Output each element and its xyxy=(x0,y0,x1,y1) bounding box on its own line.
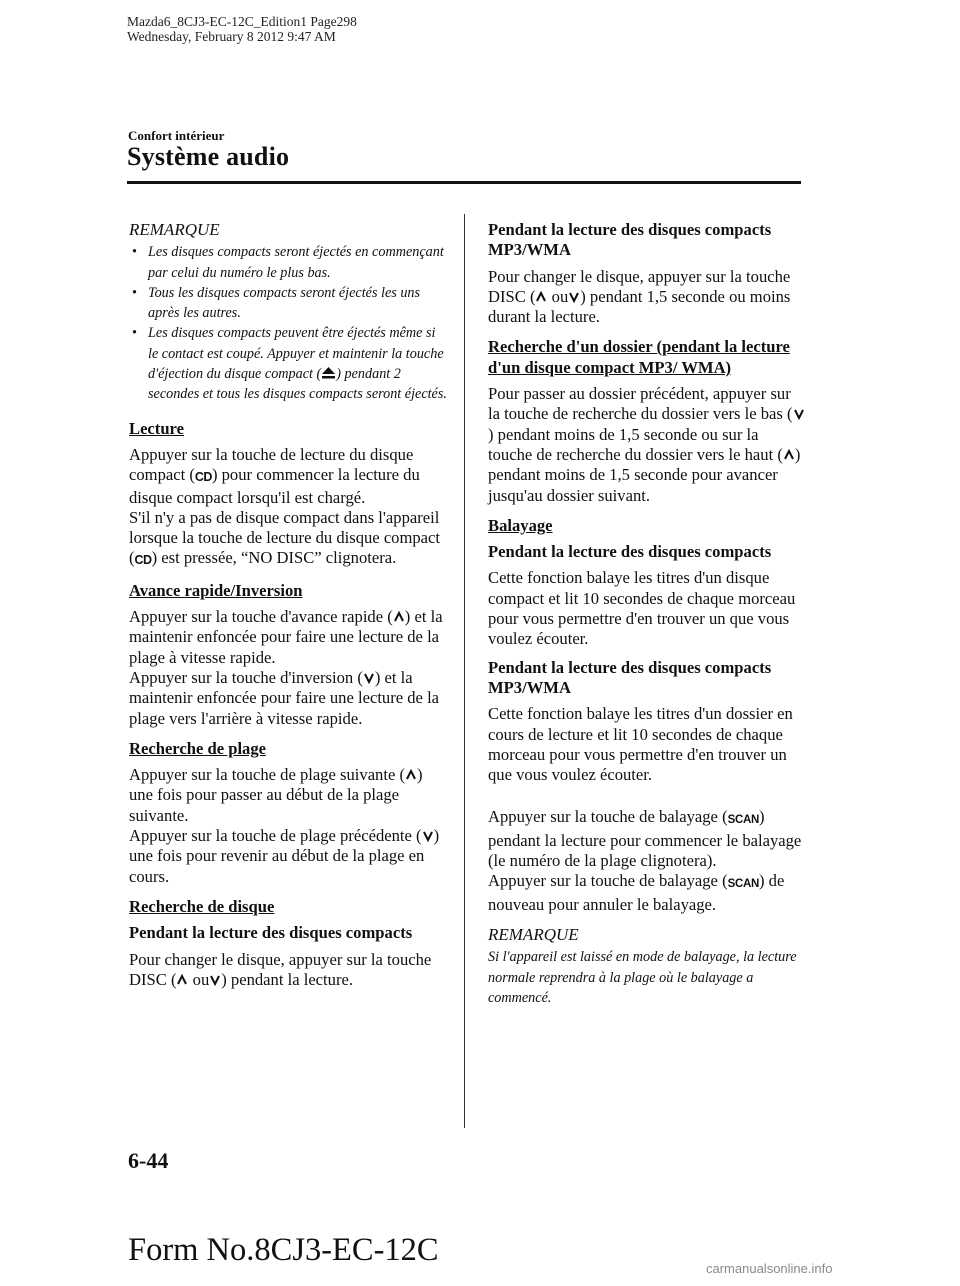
text: ) pendant la lecture pour commencer le balayage (le numéro de la plage clignotera). xyxy=(488,807,802,871)
section-label: Confort intérieur xyxy=(128,128,225,143)
mp3-paragraph xyxy=(488,267,806,328)
print-metadata-line2: Wednesday, February 8 2012 9:47 AM xyxy=(127,29,336,44)
disque-heading: Recherche de disque xyxy=(129,896,275,916)
remarque-heading: REMARQUE xyxy=(488,924,579,944)
text: ou xyxy=(192,969,210,989)
balayage-paragraph-4 xyxy=(488,871,806,915)
lecture-paragraph-1 xyxy=(129,445,447,508)
text: Appuyer sur la touche de balayage ( xyxy=(488,807,728,827)
text: Appuyer sur la touche de lecture du disque compact ( xyxy=(129,444,414,485)
remarque-heading: REMARQUE xyxy=(129,220,220,239)
cd-icon: CD xyxy=(194,470,212,485)
left-column xyxy=(129,220,447,998)
text: ) de nouveau pour annuler le balayage. xyxy=(488,871,785,914)
cd-icon: CD xyxy=(134,553,152,568)
title-rule xyxy=(127,181,801,184)
text: Pour changer le disque, appuyer sur la touche DISC ( xyxy=(488,266,791,306)
dossier-paragraph xyxy=(488,384,806,506)
page-number: 6-44 xyxy=(128,1148,169,1173)
text: ) pendant la lecture. xyxy=(221,969,353,989)
remarque-bullet-2 xyxy=(129,283,447,324)
column-divider xyxy=(464,214,465,1128)
print-metadata-line1: Mazda6_8CJ3-EC-12C_Edition1 Page298 xyxy=(127,14,357,29)
text: ) pour commencer la lecture du disque compact lorsqu'il est chargé. xyxy=(129,465,420,507)
remarque-bullet-1 xyxy=(129,242,447,283)
text: ) est pressée, “NO DISC” clignotera. xyxy=(151,548,397,568)
remarque-bullet-3 xyxy=(129,323,447,404)
chevron-down-icon xyxy=(793,408,805,420)
scan-icon: SCAN xyxy=(727,814,759,827)
remarque-list xyxy=(129,242,447,404)
avance-paragraph-1 xyxy=(129,607,447,668)
bullet-text: Les disques compacts seront éjectés en commençant par celui du numéro le plus bas. xyxy=(148,244,444,281)
text: Appuyer sur la touche de plage suivante ( xyxy=(129,765,406,785)
chevron-down-icon xyxy=(363,672,375,684)
text: Pour passer au dossier précédent, appuyer sur la touche de recherche du dossier vers le bas ( xyxy=(488,384,793,424)
balayage-subheading-2: Pendant la lecture des disques compacts MP3/WMA xyxy=(488,657,772,697)
chevron-up-icon xyxy=(783,449,795,461)
text: S'il n'y a pas de disque compact dans l'appareil lorsque la touche de lecture du disque compact ( xyxy=(129,507,441,568)
balayage-subheading-1: Pendant la lecture des disques compacts xyxy=(488,542,772,562)
right-column xyxy=(488,220,806,1008)
disque-subheading: Pendant la lecture des disques compacts xyxy=(129,923,413,943)
text: ) et la maintenir enfoncée pour faire une lecture de la plage à vitesse rapide. xyxy=(129,607,443,667)
text: ) une fois pour passer au début de la plage suivante. xyxy=(129,765,423,825)
scan-icon: SCAN xyxy=(727,878,759,891)
chevron-up-icon xyxy=(405,769,417,781)
text: ) pendant 1,5 seconde ou moins durant la lecture. xyxy=(488,286,791,327)
text: ) et la maintenir enfoncée pour faire une lecture de la plage vers l'arrière à vitesse rapide. xyxy=(129,667,440,728)
disque-paragraph xyxy=(129,950,447,991)
text: Appuyer sur la touche de balayage ( xyxy=(488,871,728,891)
text: Appuyer sur la touche de plage précédente ( xyxy=(129,826,422,846)
remarque-note: Si l'appareil est laissé en mode de balayage, la lecture normale reprendra à la plage où le balayage a commencé. xyxy=(488,949,797,1006)
plage-heading: Recherche de plage xyxy=(129,738,267,758)
balayage-paragraph-2: Cette fonction balaye les titres d'un dossier en cours de lecture et lit 10 secondes de chaque morceau pour vous permettre d'en trouver un que vous voulez écouter. xyxy=(488,704,793,785)
avance-heading: Avance rapide/Inversion xyxy=(129,580,303,600)
bullet-text: Les disques compacts peuvent être éjectés même si le contact est coupé. Appuyer et maintenir la touche d'éjection du disque compact ( xyxy=(148,325,444,383)
watermark: carmanualsonline.info xyxy=(706,1261,833,1276)
chevron-down-icon xyxy=(209,974,221,986)
chevron-down-icon xyxy=(568,291,580,303)
lecture-paragraph-2 xyxy=(129,508,447,571)
avance-paragraph-2 xyxy=(129,668,447,729)
text: Appuyer sur la touche d'inversion ( xyxy=(129,667,363,687)
dossier-heading: Recherche d'un dossier (pendant la lecture d'un disque compact MP3/ WMA) xyxy=(488,337,790,377)
eject-icon xyxy=(321,366,336,379)
text: ou xyxy=(551,286,569,306)
balayage-paragraph-3 xyxy=(488,807,806,871)
mp3-subheading: Pendant la lecture des disques compacts MP3/WMA xyxy=(488,220,772,260)
chevron-down-icon xyxy=(422,830,434,842)
plage-paragraph-2 xyxy=(129,826,447,887)
chevron-up-icon xyxy=(535,291,547,303)
page-title: Système audio xyxy=(127,142,290,171)
text: ) pendant moins de 1,5 seconde ou sur la touche de recherche du dossier vers le haut ( xyxy=(488,424,783,464)
text: ) une fois pour revenir au début de la plage en cours. xyxy=(129,826,440,886)
text: Pour changer le disque, appuyer sur la touche DISC ( xyxy=(129,949,432,989)
text: Appuyer sur la touche d'avance rapide ( xyxy=(129,607,393,627)
bullet-text: Tous les disques compacts seront éjectés les uns après les autres. xyxy=(148,284,421,322)
balayage-paragraph-1: Cette fonction balaye les titres d'un disque compact et lit 10 secondes de chaque morceau pour vous permettre d'en trouver un que vous voulez écouter. xyxy=(488,568,796,649)
plage-paragraph-1 xyxy=(129,765,447,826)
chevron-up-icon xyxy=(176,974,188,986)
text: ) pendant moins de 1,5 seconde pour avancer jusqu'au dossier suivant. xyxy=(488,444,801,505)
print-metadata xyxy=(127,14,357,44)
bullet-text: ) pendant 2 secondes et tous les disques compacts seront éjectés. xyxy=(148,366,447,403)
balayage-heading: Balayage xyxy=(488,515,553,535)
lecture-heading: Lecture xyxy=(129,418,184,438)
form-number: Form No.8CJ3-EC-12C xyxy=(128,1232,439,1268)
chevron-up-icon xyxy=(393,611,405,623)
